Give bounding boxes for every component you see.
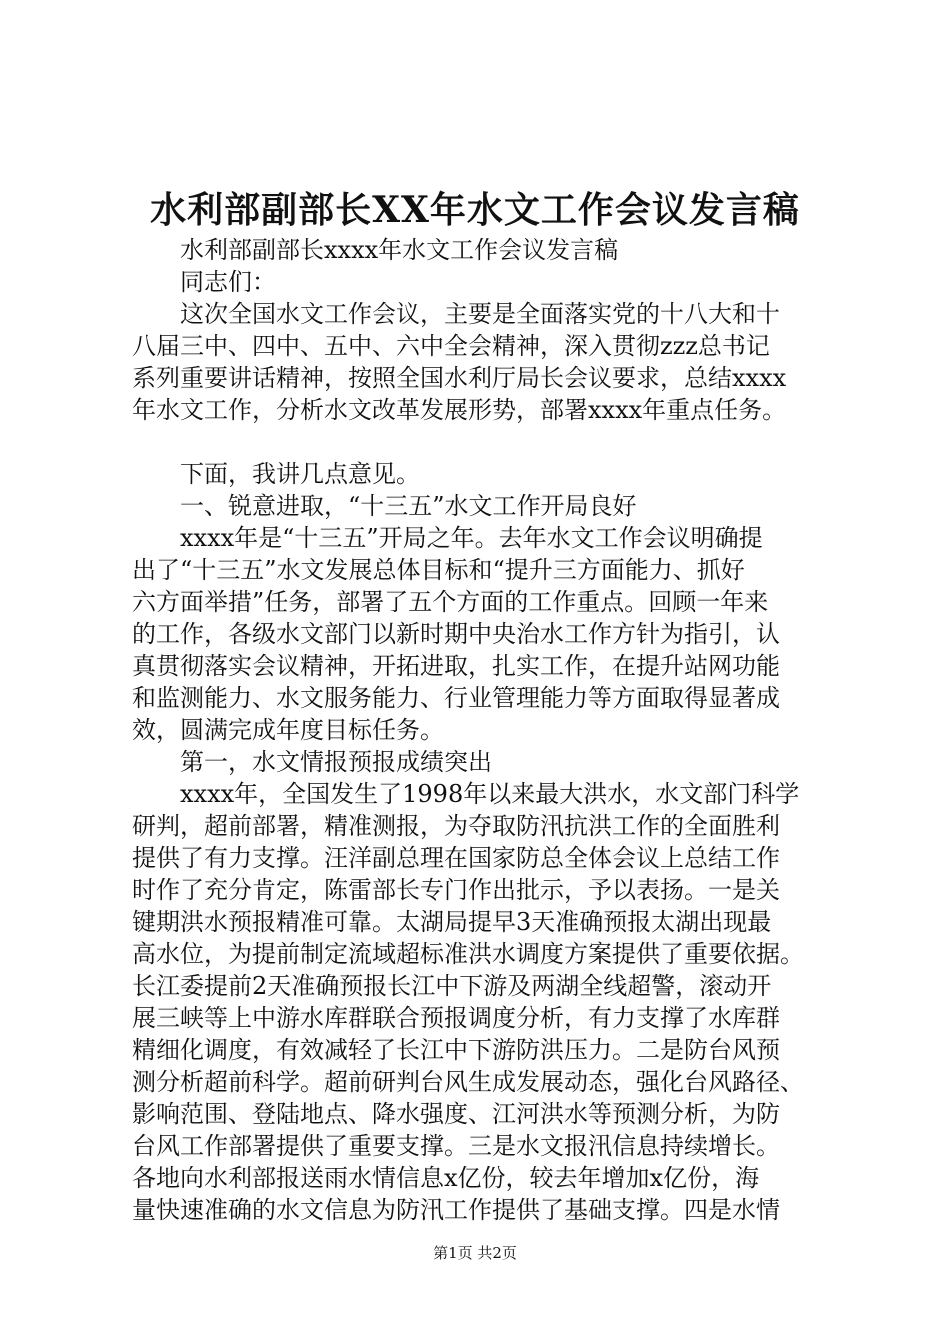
paragraph-line: 精细化调度，有效减轻了长江中下游防洪压力。二是防台风预 [132,1036,780,1064]
paragraph-line: 和监测能力、水文服务能力、行业管理能力等方面取得显著成 [132,684,780,712]
paragraph-line: 量快速准确的水文信息为防汛工作提供了基础支撑。四是水情 [132,1196,780,1224]
paragraph-line: 效，圆满完成年度目标任务。 [132,716,444,744]
subsection-heading: 第一，水文情报预报成绩突出 [180,748,492,776]
paragraph-line: 年水文工作，分析水文改革发展形势，部署xxxx年重点任务。 [132,396,787,424]
page-number: 第1页 共2页 [433,1244,517,1262]
document-title: 水利部副部长XX年水文工作会议发言稿 [150,189,800,231]
paragraph-line: 时作了充分肯定，陈雷部长专门作出批示，予以表扬。一是关 [132,876,780,904]
paragraph-line: 键期洪水预报精准可靠。太湖局提早3天准确预报太湖出现最 [132,908,772,936]
paragraph-line: xxxx年，全国发生了1998年以来最大洪水，水文部门科学 [180,780,800,808]
paragraph-line: 出了“十三五”水文发展总体目标和“提升三方面能力、抓好 [132,556,745,584]
paragraph-line: 台风工作部署提供了重要支撑。三是水文报汛信息持续增长。 [132,1132,780,1160]
paragraph-line: 六方面举措”任务，部署了五个方面的工作重点。回顾一年来 [132,588,769,616]
paragraph-line: 各地向水利部报送雨水情信息x亿份，较去年增加x亿份，海 [132,1164,760,1192]
paragraph-line: 测分析超前科学。超前研判台风生成发展动态，强化台风路径、 [132,1068,804,1096]
subtitle-line: 水利部副部长xxxx年水文工作会议发言稿 [180,236,619,264]
paragraph-line: 这次全国水文工作会议，主要是全面落实党的十八大和十 [180,300,780,328]
paragraph-line: 真贯彻落实会议精神，开拓进取，扎实工作，在提升站网功能 [132,652,780,680]
paragraph-line: 长江委提前2天准确预报长江中下游及两湖全线超警，滚动开 [132,972,772,1000]
paragraph-gap [132,426,832,458]
paragraph-line: xxxx年是“十三五”开局之年。去年水文工作会议明确提 [180,524,763,552]
section-heading: 一、锐意进取，“十三五”水文工作开局良好 [180,492,637,520]
paragraph-line: 高水位，为提前制定流域超标准洪水调度方案提供了重要依据。 [132,940,804,968]
paragraph-line: 展三峡等上中游水库群联合预报调度分析，有力支撑了水库群 [132,1004,780,1032]
paragraph-line: 的工作，各级水文部门以新时期中央治水工作方针为指引，认 [132,620,780,648]
paragraph-line: 研判，超前部署，精准测报，为夺取防汛抗洪工作的全面胜利 [132,812,780,840]
salutation-line: 同志们： [180,268,276,296]
paragraph-line: 影响范围、登陆地点、降水强度、江河洪水等预测分析，为防 [132,1100,780,1128]
paragraph-line: 提供了有力支撑。汪洋副总理在国家防总全体会议上总结工作 [132,844,780,872]
paragraph-line: 八届三中、四中、五中、六中全会精神，深入贯彻zzz总书记 [132,332,770,360]
paragraph-line: 下面，我讲几点意见。 [180,460,420,488]
paragraph-line: 系列重要讲话精神，按照全国水利厅局长会议要求，总结xxxx [132,364,787,392]
document-body [132,234,832,1226]
